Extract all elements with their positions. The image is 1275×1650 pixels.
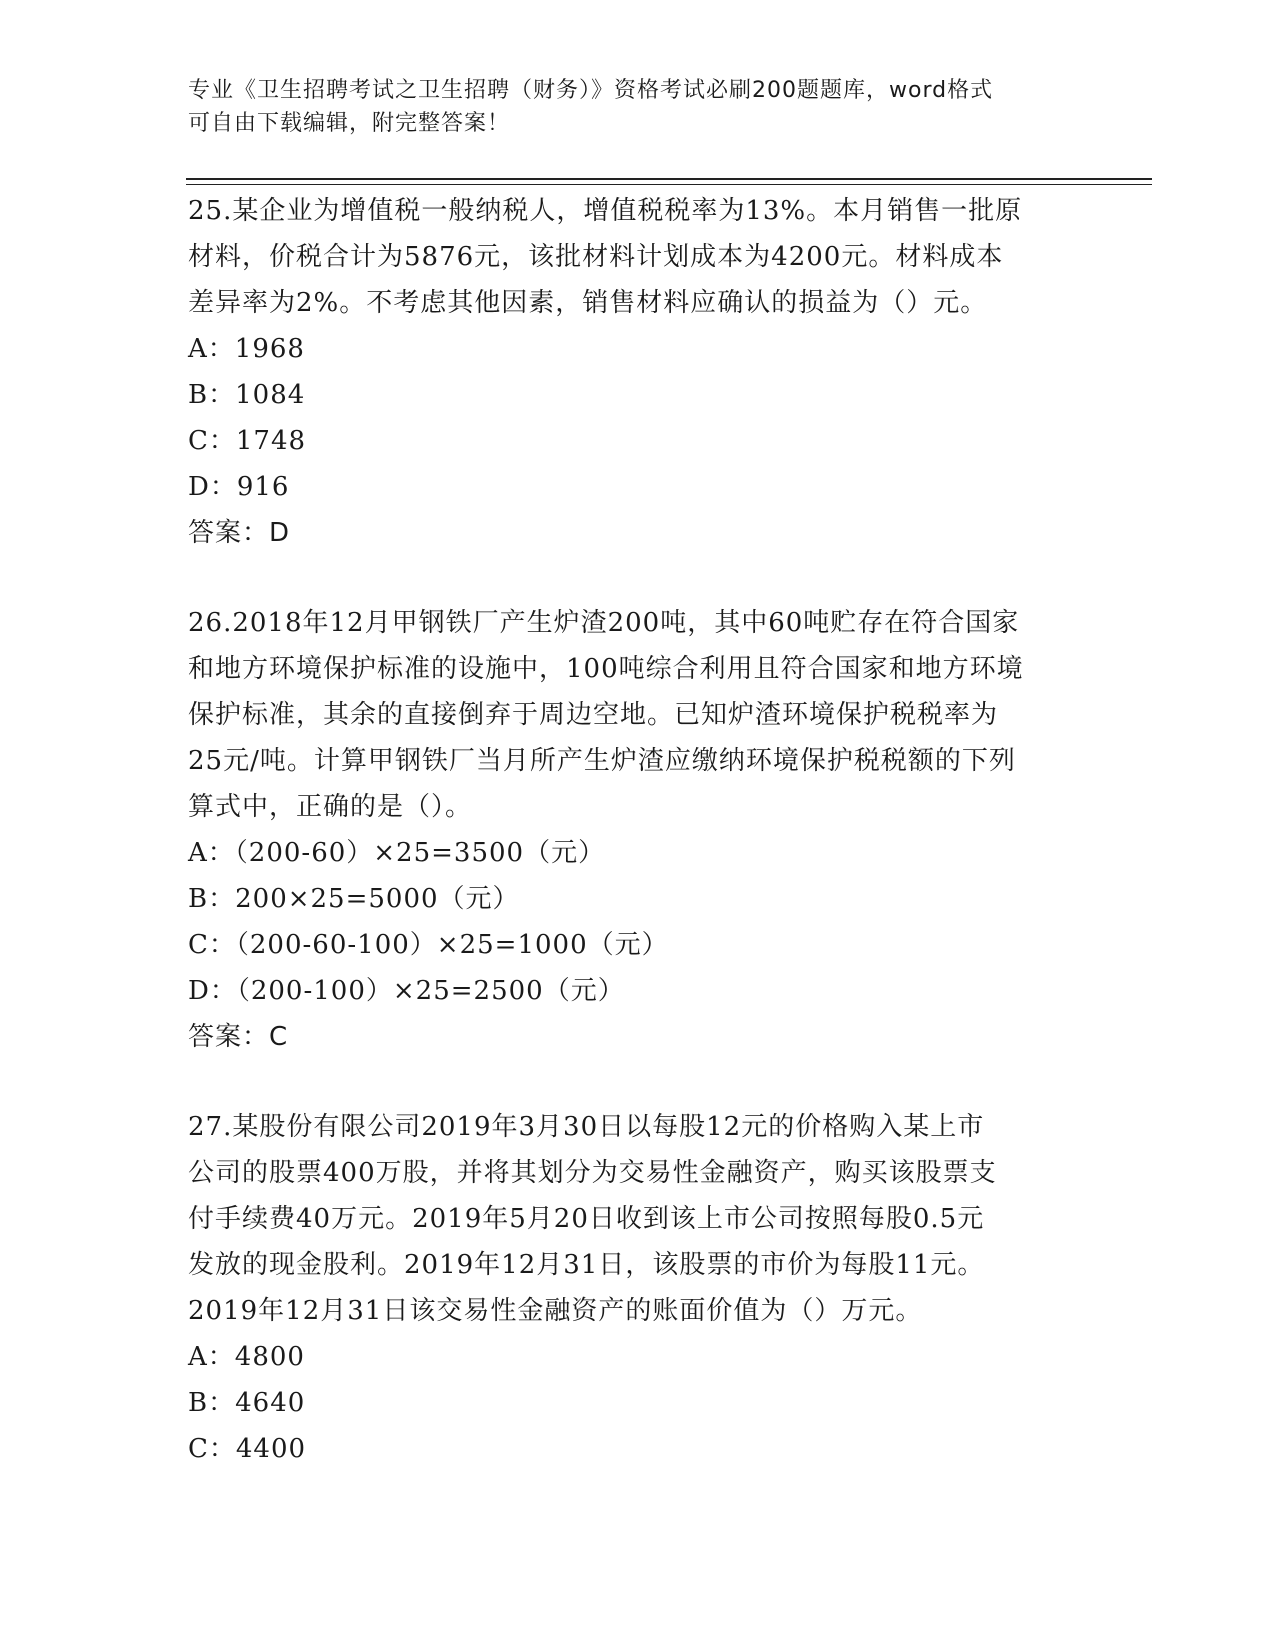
question-27 <box>188 1104 1088 1472</box>
option-a: A：1968 <box>188 334 305 364</box>
question-stem-line: 25元/吨。计算甲钢铁厂当月所产生炉渣应缴纳环境保护税税额的下列 <box>188 746 1016 776</box>
option-a: A：4800 <box>188 1342 305 1372</box>
header-line-1: 专业《卫生招聘考试之卫生招聘（财务）》资格考试必刷200题题库，word格式 <box>188 78 994 103</box>
question-26 <box>188 600 1088 1060</box>
header-line-2: 可自由下载编辑，附完整答案！ <box>188 111 511 136</box>
question-stem-line: 材料，价税合计为5876元，该批材料计划成本为4200元。材料成本 <box>188 242 1004 272</box>
question-stem-line: 2019年12月31日该交易性金融资产的账面价值为（）万元。 <box>188 1296 923 1326</box>
question-stem-line: 公司的股票400万股，并将其划分为交易性金融资产，购买该股票支 <box>188 1158 997 1188</box>
question-25 <box>188 188 1088 556</box>
answer-label: 答案：C <box>188 1022 289 1052</box>
question-stem-line: 算式中，正确的是（）。 <box>188 792 473 822</box>
question-stem-line: 发放的现金股利。2019年12月31日，该股票的市价为每股11元。 <box>188 1250 985 1280</box>
option-b: B：200×25=5000（元） <box>188 884 520 914</box>
option-c: C：（200-60-100）×25=1000（元） <box>188 930 669 960</box>
question-stem-line: 付手续费40万元。2019年5月20日收到该上市公司按照每股0.5元 <box>188 1204 985 1234</box>
option-a: A：（200-60）×25=3500（元） <box>188 838 606 868</box>
document-header <box>188 74 1068 140</box>
question-stem-line: 差异率为2%。不考虑其他因素，销售材料应确认的损益为（）元。 <box>188 288 988 318</box>
option-d: D：（200-100）×25=2500（元） <box>188 976 625 1006</box>
question-stem-line: 保护标准，其余的直接倒弃于周边空地。已知炉渣环境保护税税率为 <box>188 700 999 730</box>
question-stem-line: 26.2018年12月甲钢铁厂产生炉渣200吨，其中60吨贮存在符合国家 <box>188 608 1020 638</box>
option-b: B：4640 <box>188 1388 306 1418</box>
question-stem-line: 和地方环境保护标准的设施中，100吨综合利用且符合国家和地方环境 <box>188 654 1024 684</box>
question-stem-line: 27.某股份有限公司2019年3月30日以每股12元的价格购入某上市 <box>188 1112 985 1142</box>
header-divider-thick <box>186 178 1152 180</box>
option-c: C：1748 <box>188 426 307 456</box>
header-divider-thin <box>186 184 1152 185</box>
question-stem-line: 25.某企业为增值税一般纳税人，增值税税率为13%。本月销售一批原 <box>188 196 1023 226</box>
option-d: D：916 <box>188 472 290 502</box>
answer-label: 答案：D <box>188 518 291 548</box>
option-b: B：1084 <box>188 380 306 410</box>
option-c: C：4400 <box>188 1434 307 1464</box>
